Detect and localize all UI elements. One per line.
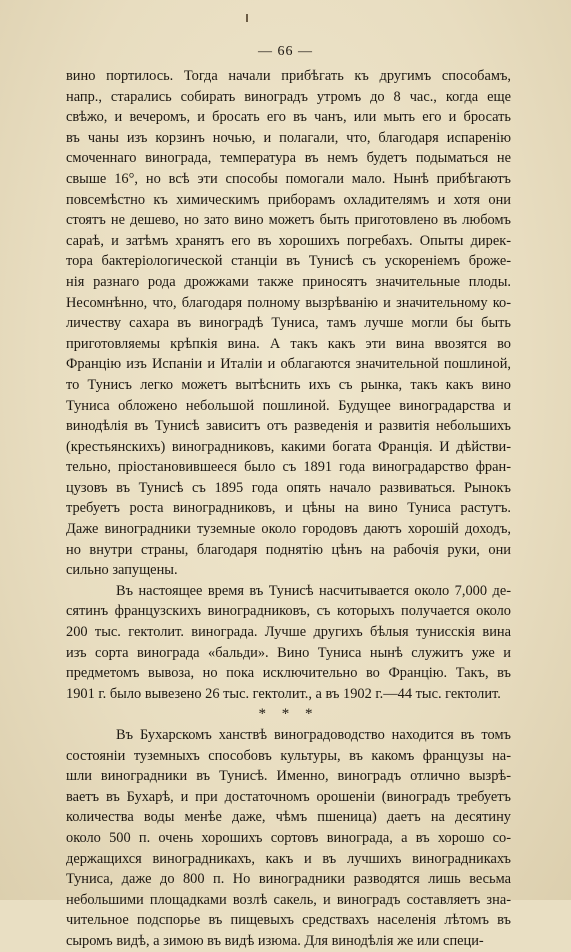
text-line: повсемѣстно къ химическимъ приборамъ охладителямъ и хотя они: [66, 191, 511, 208]
text-line: винодѣлія въ Тунисѣ зависитъ отъ разведенія и развитія небольшихъ: [66, 418, 511, 435]
section-separator: * * *: [258, 706, 319, 723]
text-line: 1901 г. было вывезено 26 тыс. гектолит., а въ 1902 г.—44 тыс. гектолит.: [66, 685, 501, 702]
text-line: (крестьянскихъ) виноградниковъ, какими богата Франція. И дѣйстви-: [66, 438, 511, 455]
text-line: Туниса обложено небольшой пошлиной. Будущее виноградарства и: [66, 397, 511, 414]
text-line: состояніи туземныхъ способовъ культуры, въ какомъ французы на-: [66, 747, 511, 764]
text-line: сятинъ французскихъ виноградниковъ, съ которыхъ получается около: [66, 603, 511, 620]
text-line: свѣжо, и вечеромъ, и бросать его въ чанъ, или мыть его и бросать: [66, 109, 511, 126]
text-line: требуетъ роста виноградниковъ, и цѣны на вино Туниса растутъ.: [66, 500, 511, 517]
text-line: смоченнаго винограда, температура въ немъ будетъ подыматься не: [66, 150, 511, 167]
text-line: Даже виноградники туземные около городовъ даютъ хорошій доходъ,: [66, 521, 511, 538]
text-line: то Тунисъ легко можетъ вытѣснить ихъ съ рынка, такъ какъ вино: [66, 376, 511, 393]
text-line: 200 тыс. гектолит. винограда. Лучше другихъ бѣлыя тунисскія вина: [66, 624, 511, 641]
text-line: Туниса, даже до 800 п. Но виноградники разводятся лишь весьма: [66, 871, 511, 888]
text-line: небольшими площадками возлѣ сакель, и виноградъ составляетъ зна-: [66, 891, 511, 908]
text-line: приготовляемы крѣпкія вина. А такъ какъ эти вина ввозятся во: [66, 335, 511, 352]
text-line: цузовъ въ Тунисѣ съ 1895 года опять начало развиваться. Рынокъ: [66, 479, 511, 496]
text-line: около 500 п. очень хорошихъ сортовъ винограда, а въ хорошо со-: [66, 829, 511, 846]
text-line: сыромъ видѣ, а зимою въ видѣ изюма. Для винодѣлія же или специ-: [66, 932, 484, 949]
body-text: [66, 66, 511, 952]
text-line: Въ настоящее время въ Тунисѣ насчитывается около 7,000 де-: [116, 582, 511, 599]
text-line: сараѣ, и затѣмъ хранятъ его въ хорошихъ погребахъ. Опыты дирек-: [66, 232, 511, 249]
paragraph: [66, 66, 511, 581]
text-line: напр., старались собирать виноградъ утромъ до 8 час., когда еще: [66, 88, 511, 105]
text-line: вино портилось. Тогда начали прибѣгать къ другимъ способамъ,: [66, 68, 511, 84]
text-line: стоятъ не дешево, но зато вино можетъ быть приготовлено въ любомъ: [66, 212, 511, 229]
text-line: свыше 16°, но всѣ эти способы помогали мало. Нынѣ прибѣгаютъ: [66, 170, 511, 187]
text-line: Францію изъ Испаніи и Италіи и облагаются значительной пошлиной,: [66, 356, 511, 373]
text-line: держащихся виноградникахъ, какъ и въ лучшихъ виноградникахъ: [66, 850, 511, 867]
text-line: чительное подспорье въ пищевыхъ средствахъ населенія лѣтомъ въ: [66, 912, 511, 929]
text-line: шли виноградники въ Тунисѣ. Именно, виноградъ отлично вызрѣ-: [66, 768, 511, 785]
paper-mark: [246, 14, 248, 22]
text-line: но внутри страны, благодаря поднятію цѣнъ на рабочія руки, они: [66, 541, 511, 558]
paragraph: [66, 581, 511, 705]
text-line: количества воды менѣе даже, чѣмъ пшеница) даетъ на десятину: [66, 809, 511, 826]
text-line: въ чаны изъ корзинъ ночью, и полагали, что, благодаря испаренію: [66, 129, 511, 146]
text-line: ваетъ въ Бухарѣ, и при достаточномъ орошеніи (виноградъ требуетъ: [66, 788, 511, 805]
text-line: нія разнаго рода дрожжами также приносятъ значительные плоды.: [66, 273, 511, 290]
text-line: личеству сахара въ виноградѣ Туниса, тамъ лучше могли бы быть: [66, 315, 511, 332]
page-number: — 66 —: [258, 44, 313, 59]
paragraph: [66, 725, 511, 952]
text-line: Несомнѣнно, что, благодаря полному вызрѣванію и значительному ко-: [66, 294, 511, 311]
text-line: сильно запущены.: [66, 562, 178, 579]
text-line: тора бактеріологической станціи въ Тунисѣ съ ускореніемъ броже-: [66, 253, 511, 270]
text-line: изъ сорта винограда «бальди». Вино Туниса нынѣ служитъ уже и: [66, 644, 511, 661]
text-line: Въ Бухарскомъ ханствѣ виноградоводство находится въ томъ: [116, 727, 511, 743]
text-line: тельно, пріостановившееся было съ 1891 года виноградарство фран-: [66, 459, 511, 476]
text-line: предметомъ вывоза, но пока исключительно во Францію. Такъ, въ: [66, 665, 511, 682]
